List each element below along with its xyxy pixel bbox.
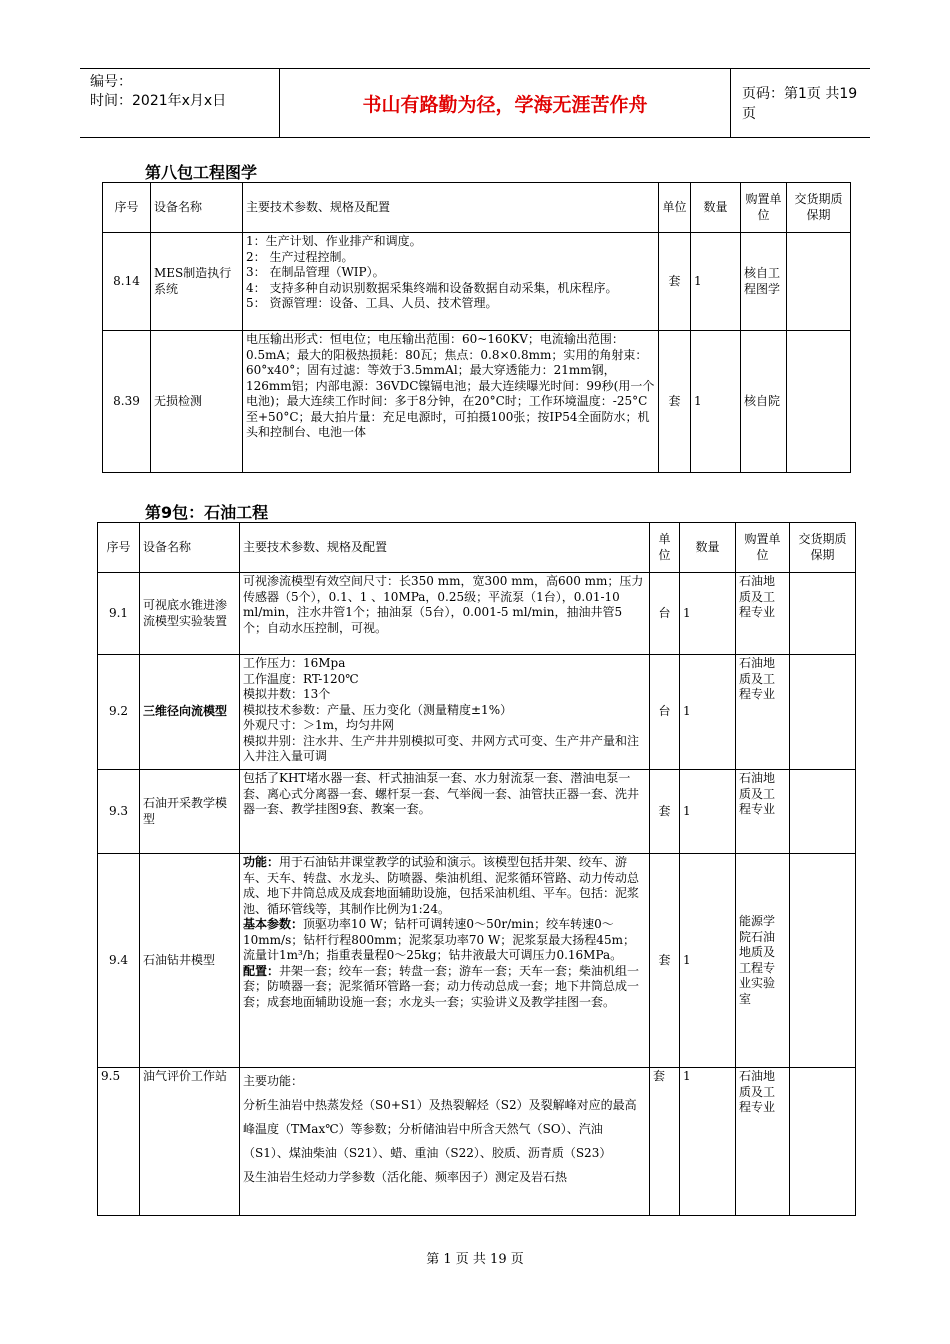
col-name: 设备名称: [140, 523, 240, 573]
col-spec: 主要技术参数、规格及配置: [240, 523, 650, 573]
row-name: 无损检测: [151, 331, 243, 473]
row-spec: [240, 854, 650, 1068]
table-header-row: [103, 183, 851, 233]
row-no: 9.5: [98, 1068, 140, 1216]
row-qty: 1: [691, 331, 741, 473]
spec-block: [243, 917, 646, 964]
table-row: [103, 331, 851, 473]
col-unit: 单位: [650, 523, 680, 573]
motto: 书山有路勤为径，学海无涯苦作舟: [280, 69, 731, 137]
spec-line: 外观尺寸：＞1m，均匀井网: [243, 718, 395, 732]
col-qty: 数量: [691, 183, 741, 233]
col-no: 序号: [98, 523, 140, 573]
table-row: [98, 573, 856, 655]
spec-line: 可视渗流模型有效空间尺寸：长350 mm，宽300 mm，高600 mm；压力传感器（5个），0.1、1 、10MPa，0.25级；平流泵（1台），0.01-10 ml/min，注水井管1个；抽油泵（5台），0.001-5 ml/min，抽油井管5个；自动水压控制，可视。: [243, 574, 644, 635]
spec-line: 2： 生产过程控制。: [246, 249, 354, 264]
row-name: 油气评价工作站: [140, 1068, 240, 1216]
row-qty: 1: [691, 233, 741, 331]
row-spec: [240, 1068, 650, 1216]
spec-line: 3： 在制品管理（WIP）。: [246, 265, 385, 279]
spec-line: 分析生油岩中热蒸发烃（S0+S1）及热裂解烃（S2）及裂解峰对应的最高峰温度（TMax℃）等参数；分析储油岩中所含天然气（SO）、汽油（S1）、煤油柴油（S21）、蜡、重油（S22）、胶质、沥青质（S23）: [243, 1098, 637, 1160]
spec-line: 主要功能：: [243, 1074, 304, 1088]
row-no: 9.1: [98, 573, 140, 655]
row-name: 石油开采教学模型: [140, 770, 240, 854]
spec-line: 工作温度：RT-120℃: [243, 671, 359, 686]
spec-block-label: 基本参数：: [243, 917, 304, 931]
row-delivery: [790, 573, 856, 655]
row-dept: 石油地质及工程专业: [736, 573, 790, 655]
row-unit: 套: [659, 331, 691, 473]
row-dept: 石油地质及工程专业: [736, 770, 790, 854]
col-delivery: 交货期质保期: [787, 183, 851, 233]
page-header: [80, 68, 870, 138]
section8-title: 第八包工程图学: [145, 163, 258, 182]
spec-line: 模拟井数：13个: [243, 687, 331, 701]
spec-block: [243, 855, 646, 917]
spec-line: 1：生产计划、作业排产和调度。: [246, 234, 422, 248]
row-dept: 核自院: [741, 331, 787, 473]
row-delivery: [790, 655, 856, 770]
date-label: 时间：2021年x月x日: [90, 93, 227, 109]
row-spec: [240, 770, 650, 854]
table-row: [98, 1068, 856, 1216]
table-row: [98, 770, 856, 854]
row-name: MES制造执行系统: [151, 233, 243, 331]
row-no: 8.14: [103, 233, 151, 331]
row-delivery: [790, 770, 856, 854]
row-dept: 核自工程图学: [741, 233, 787, 331]
row-delivery: [787, 233, 851, 331]
row-qty: 1: [680, 655, 736, 770]
page-footer: 第 1 页 共 19 页: [426, 1252, 524, 1267]
section8-table: [102, 182, 851, 473]
spec-line: 包括了KHT堵水器一套、杆式抽油泵一套、水力射流泵一套、潜油电泵一套、离心式分离器一套、螺杆泵一套、气举阀一套、油管扶正器一套、洗井器一套、教学挂图9套、教案一套。: [243, 771, 640, 816]
row-unit: 套: [650, 1068, 680, 1216]
spec-line: 电压输出形式：恒电位；电压输出范围：60~160KV；电流输出范围：0.5mA；最大的阳极热损耗：80瓦；焦点：0.8×0.8mm；实用的角射束：60°x40°；固有过滤：等效于3.5mmAl；最大穿透能力：21mm钢，126mm铝；内部电源：36VDC镍镉电池；最大连续曝光时间：99秒(用一个电池)；最大连续工作时间：多于8分钟，在20°C时；工作环境温度：-25°C至+50°C；最大拍片量：充足电源时，可拍摄100张；按IP54全面防水；机头和控制台、电池一体: [246, 332, 655, 439]
spec-line: 工作压力：16Mpa: [243, 656, 346, 670]
row-dept: 能源学院石油地质及工程专业实验室: [736, 854, 790, 1068]
spec-line: 及生油岩生烃动力学参数（活化能、频率因子）测定及岩石热: [243, 1170, 568, 1184]
spec-line: 4： 支持多种自动识别数据采集终端和设备数据自动采集，机床程序。: [246, 280, 618, 295]
spec-block: [243, 964, 646, 1011]
row-no: 9.2: [98, 655, 140, 770]
row-dept: 石油地质及工程专业: [736, 655, 790, 770]
row-qty: 1: [680, 573, 736, 655]
spec-block-text: 顶驱功率10 W；钻杆可调转速0～50r/min；绞车转速0～10mm/s；钻杆行程800mm；泥浆泵功率70 W；泥浆泵最大扬程45m；流量计1m³/h；指重表量程0～25kg；钻井液最大可调压力0.16MPa。: [243, 917, 635, 962]
row-name: 石油钻井模型: [140, 854, 240, 1068]
row-no: 8.39: [103, 331, 151, 473]
spec-line: 模拟技术参数：产量、压力变化（测量精度±1%）: [243, 702, 513, 717]
row-spec: [243, 331, 659, 473]
row-no: 9.4: [98, 854, 140, 1068]
row-delivery: [790, 854, 856, 1068]
row-no: 9.3: [98, 770, 140, 854]
table-row: [98, 854, 856, 1068]
col-name: 设备名称: [151, 183, 243, 233]
row-spec: [240, 655, 650, 770]
row-unit: 套: [650, 770, 680, 854]
col-spec: 主要技术参数、规格及配置: [243, 183, 659, 233]
col-no: 序号: [103, 183, 151, 233]
row-name: 三维径向流模型: [140, 655, 240, 770]
row-qty: 1: [680, 1068, 736, 1216]
spec-block-label: 配置：: [243, 963, 280, 978]
row-name: 可视底水锥进渗流模型实验装置: [140, 573, 240, 655]
col-dept: 购置单位: [736, 523, 790, 573]
row-qty: 1: [680, 770, 736, 854]
col-dept: 购置单位: [741, 183, 787, 233]
row-unit: 套: [659, 233, 691, 331]
row-spec: [243, 233, 659, 331]
header-meta: [80, 69, 280, 137]
spec-block-text: 井架一套；绞车一套；转盘一套；游车一套；天车一套；柴油机组一套；防喷器一套；泥浆循环管路一套；动力传动总成一套；地下井筒总成一套；成套地面辅助设施一套；水龙头一套；实验讲义及教学挂图一套。: [243, 963, 640, 1009]
row-dept: 石油地质及工程专业: [736, 1068, 790, 1216]
row-unit: 套: [650, 854, 680, 1068]
page-label: 页码：第1页 共19页: [742, 86, 858, 122]
section9-title: 第9包：石油工程: [145, 503, 269, 522]
table-header-row: [98, 523, 856, 573]
section9-table: [97, 522, 856, 1216]
row-spec: [240, 573, 650, 655]
spec-line: 模拟井别：注水井、生产井井别模拟可变、井网方式可变、生产井产量和注入井注入量可调: [243, 733, 640, 763]
row-delivery: [790, 1068, 856, 1216]
row-qty: 1: [680, 854, 736, 1068]
col-unit: 单位: [659, 183, 691, 233]
row-unit: 台: [650, 655, 680, 770]
spec-line: 5： 资源管理：设备、工具、人员、技术管理。: [246, 296, 498, 310]
spec-block-text: 用于石油钻井课堂教学的试验和演示。该模型包括井架、绞车、游车、天车、转盘、水龙头、防喷器、柴油机组、泥浆循环管路、动力传动总成、地下井筒总成及成套地面辅助设施，包括采油机组、平车。包括：泥浆池、循环管线等，其制作比例为1:24。: [243, 855, 640, 916]
number-label: 编号：: [90, 74, 132, 90]
table-row: [98, 655, 856, 770]
table-row: [103, 233, 851, 331]
col-qty: 数量: [680, 523, 736, 573]
col-delivery: 交货期质保期: [790, 523, 856, 573]
row-delivery: [787, 331, 851, 473]
row-unit: 台: [650, 573, 680, 655]
spec-block-label: 功能：: [243, 855, 280, 869]
